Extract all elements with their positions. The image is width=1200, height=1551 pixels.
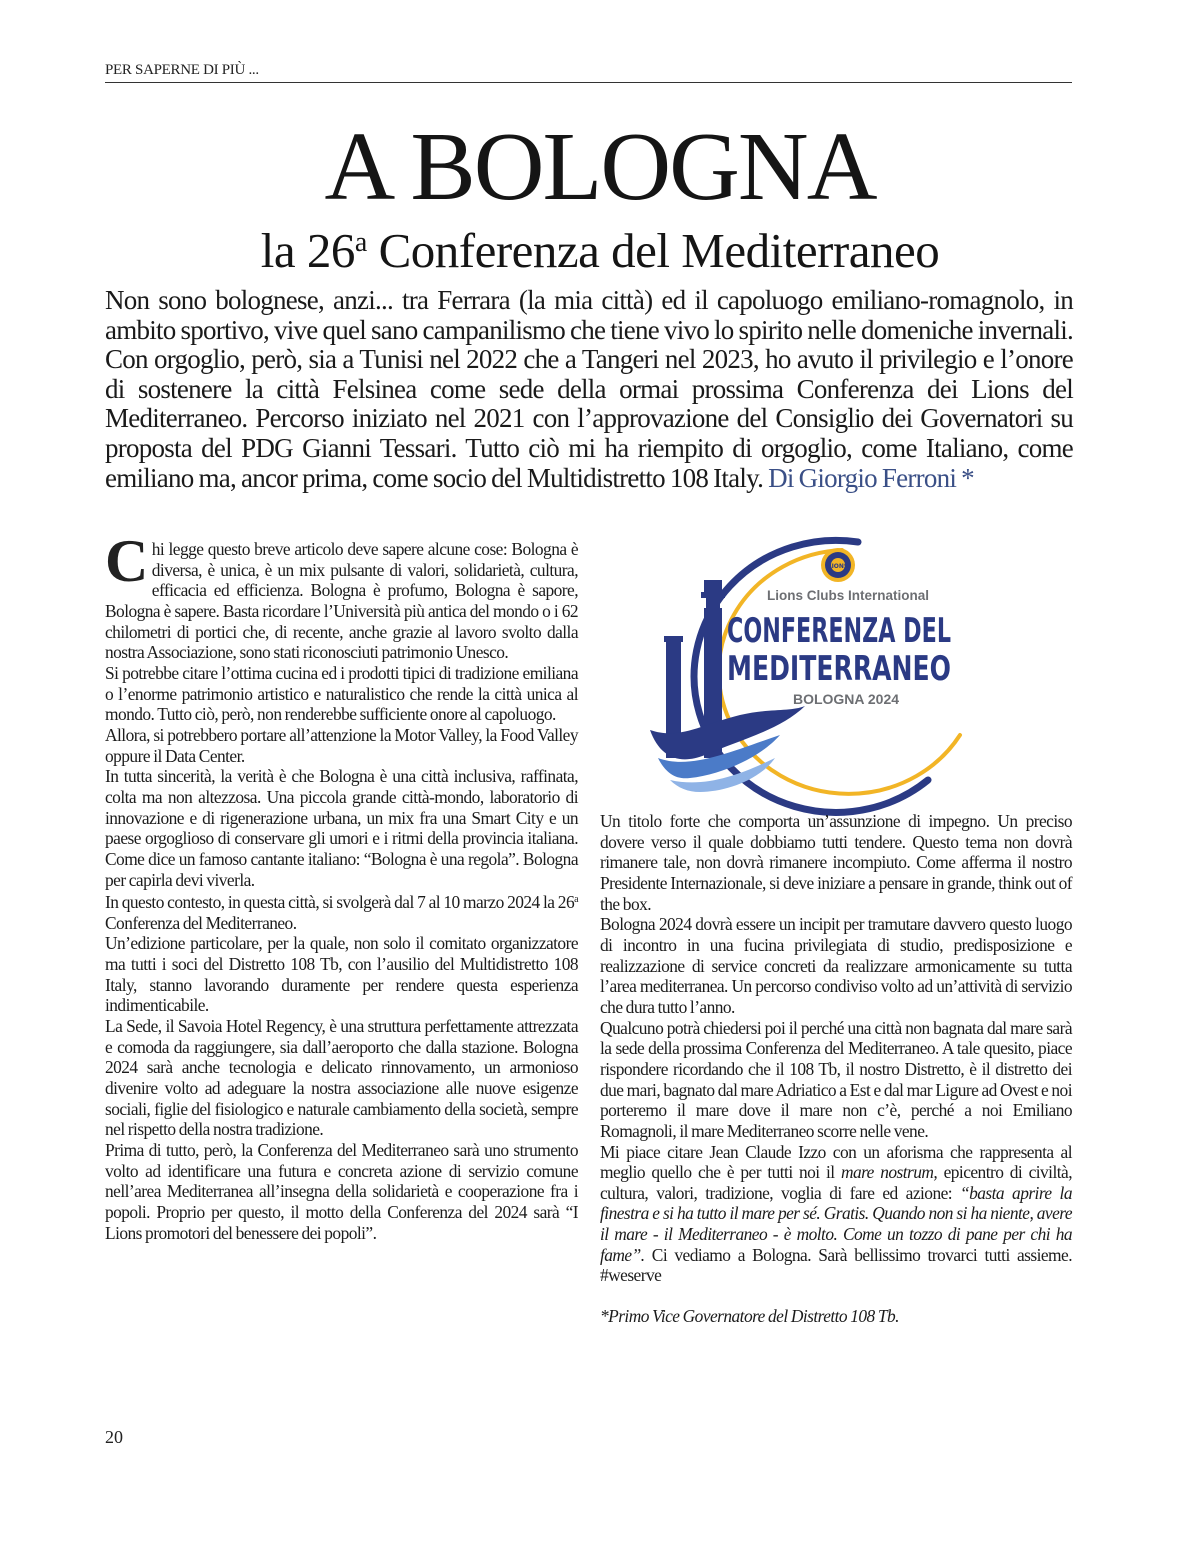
emphasis: mare nostrum, [840, 1162, 938, 1183]
paragraph [105, 528, 578, 663]
paragraph: Un’edizione particolare, per la quale, non solo il comitato organizzatore ma tutti i soci del Distretto 108 Tb, con l’ausilio del Multidistretto 108 Italy, stanno lavorando duramente per rendere questa esperienza indimenticabile. [105, 933, 578, 1016]
logo-line1: CONFERENZA DEL [727, 611, 951, 651]
subtitle-before: la 26 [260, 223, 355, 278]
paragraph: Prima di tutto, però, la Conferenza del Mediterraneo sarà uno strumento volto ad identificare una futura e concreta azione di servizio comune nell’area Mediterranea all’insegna della solidarietà e cooperazione fra i popoli. Proprio per questo, il motto della Conferenza del 2024 sarà “I Lions promotori del benessere dei popoli”. [105, 1140, 578, 1243]
paragraph: La Sede, il Savoia Hotel Regency, è una struttura perfettamente attrezzata e comoda da raggiungere, sia dall’aeroporto che dalla stazione. Bologna 2024 sarà anche tecnologia e delicato rinnovamento, un armonioso divenire volto ad adeguare la nostra associazione alle nuove esigenze sociali, figlie del fisiologico e naturale cambiamento della società, sempre nel rispetto della nostra tradizione. [105, 1016, 578, 1140]
paragraph-text: hi legge questo breve articolo deve sapere alcune cose: Bologna è diversa, è unica, è un mix pulsante di valori, solidarietà, cultura, efficacia ed efficienza. Bologna è profumo, Bologna è sapore, Bologna è sapere. Basta ricordare l’Università più antica del mondo o i 62 chilometri di portici che, di recente, anche grazie al lavoro svolto dalla nostra Associazione, sono stati riconosciuti patrimonio Unesco. [105, 539, 578, 663]
paragraph-text: Mi piace citare Jean Claude Izzo con un aforisma che rappresenta al meglio quello che è per tutti noi il [600, 1141, 1072, 1183]
paragraph: Allora, si potrebbero portare all’attenzione la Motor Valley, la Food Valley oppure il Data Center. [105, 724, 578, 766]
page-subtitle [0, 213, 1200, 281]
logo-line2: MEDITERRANEO [727, 649, 951, 689]
paragraph-text: In questo contesto, in questa città, si svolgerà dal 7 al 10 marzo 2024 la 26 [105, 892, 575, 913]
footnote-text: *Primo Vice Governatore del Distretto 108 Tb. [600, 1306, 899, 1327]
header-divider [105, 82, 1072, 83]
paragraph: In tutta sincerità, la verità è che Bologna è una città inclusiva, raffinata, colta ma non altezzosa. Una piccola grande città-mondo, laboratorio di innovazione e di rigenerazione urbana, un mix fra una Smart City e un paese orgoglioso di conservare gli umori e i ritmi della provincia italiana. Come dice un famoso cantante italiano: “Bologna è una regola”. Bologna per capirla devi viverla. [105, 766, 578, 890]
paragraph [105, 890, 578, 933]
subtitle-ordinal: a [354, 227, 367, 258]
article-column-left [105, 528, 578, 1243]
conference-logo [610, 530, 1000, 805]
page-title: A BOLOGNA [324, 113, 876, 221]
subtitle-after: Conferenza del Mediterraneo [366, 223, 940, 278]
article-column-right [600, 811, 1072, 1327]
paragraph: Bologna 2024 dovrà essere un incipit per tramutare davvero questo luogo di incontro in una fucina privilegiata di studio, predisposizione e realizzazione di service concreti da realizzare armonicamente su tutta l’area mediterranea. Un percorso condiviso volto ad un’attività di servizio che dura tutto l’anno. [600, 914, 1072, 1017]
section-header: PER SAPERNE DI PIÙ ... [105, 62, 259, 78]
paragraph-text: Conferenza del Mediterraneo. [105, 912, 297, 933]
dropcap: C [105, 528, 148, 594]
lead-paragraph [105, 286, 1073, 493]
quote: “basta aprire la finestra e si ha tutto il mare per sé. Gratis. Quando non si ha niente, avere il mare - il Mediterraneo - è molto. Come un tozzo di pane per chi ha fame”. [600, 1182, 1072, 1265]
logo-org: Lions Clubs International [766, 588, 930, 603]
lions-emblem-icon [821, 548, 855, 582]
lead-text: Non sono bolognese, anzi... tra Ferrara (la mia città) ed il capoluogo emiliano-romagnolo, in ambito sportivo, vive quel sano campanilismo che tiene vivo lo spirito nelle domeniche invernali. Con orgoglio, però, sia a Tunisi nel 2022 che a Tangeri nel 2023, ho avuto il privilegio e l’onore di sostenere la città Felsinea come sede della ormai prossima Conferenza dei Lions del Mediterraneo. Percorso iniziato nel 2021 con l’approvazione del Consiglio dei Governatori su proposta del PDG Gianni Tessari. Tutto ciò mi ha riempito di orgoglio, come Italiano, come emiliano ma, ancor prima, come socio del Multidistretto 108 Italy. [105, 285, 1073, 493]
logo-graphic [610, 530, 1000, 805]
paragraph [600, 1142, 1072, 1287]
paragraph: Un titolo forte che comporta un’assunzione di impegno. Un preciso dovere verso il quale dobbiamo tutti tendere. Questo tema non dovrà rimanere tale, non dovrà rimanere incompiuto. Come afferma il nostro Presidente Internazionale, si deve iniziare a pensare in grande, think out of the box. [600, 811, 1072, 914]
emblem-label: LIONS [827, 563, 849, 570]
author-footnote [600, 1306, 1072, 1327]
author-byline: Di Giorgio Ferroni * [768, 462, 974, 493]
paragraph-text: epicentro di civiltà, cultura, valori, tradizione, voglia di fare ed azione: [600, 1162, 1072, 1203]
paragraph-text: Ci vediamo a Bologna. Sarà bellissimo trovarci tutti assieme. #weserve [600, 1244, 1072, 1286]
page-number: 20 [105, 1427, 123, 1447]
ordinal-sup: a [574, 894, 578, 906]
paragraph: Qualcuno potrà chiedersi poi il perché una città non bagnata dal mare sarà la sede della prossima Conferenza del Mediterraneo. A tale quesito, piace rispondere ricordando che il 108 Tb, il nostro Distretto, è il distretto dei due mari, bagnato dal mare Adriatico a Est e dal mar Ligure ad Ovest e noi porteremo il mare dove il mare non c’è, perché a noi Emiliano Romagnoli, il mare Mediterraneo scorre nelle vene. [600, 1017, 1072, 1141]
logo-place: BOLOGNA 2024 [792, 691, 900, 707]
paragraph: Si potrebbe citare l’ottima cucina ed i prodotti tipici di tradizione emiliana o l’enorme patrimonio artistico e naturalistico che rende la città unica al mondo. Tutto ciò, però, non renderebbe sufficiente onore al capoluogo. [105, 662, 578, 725]
